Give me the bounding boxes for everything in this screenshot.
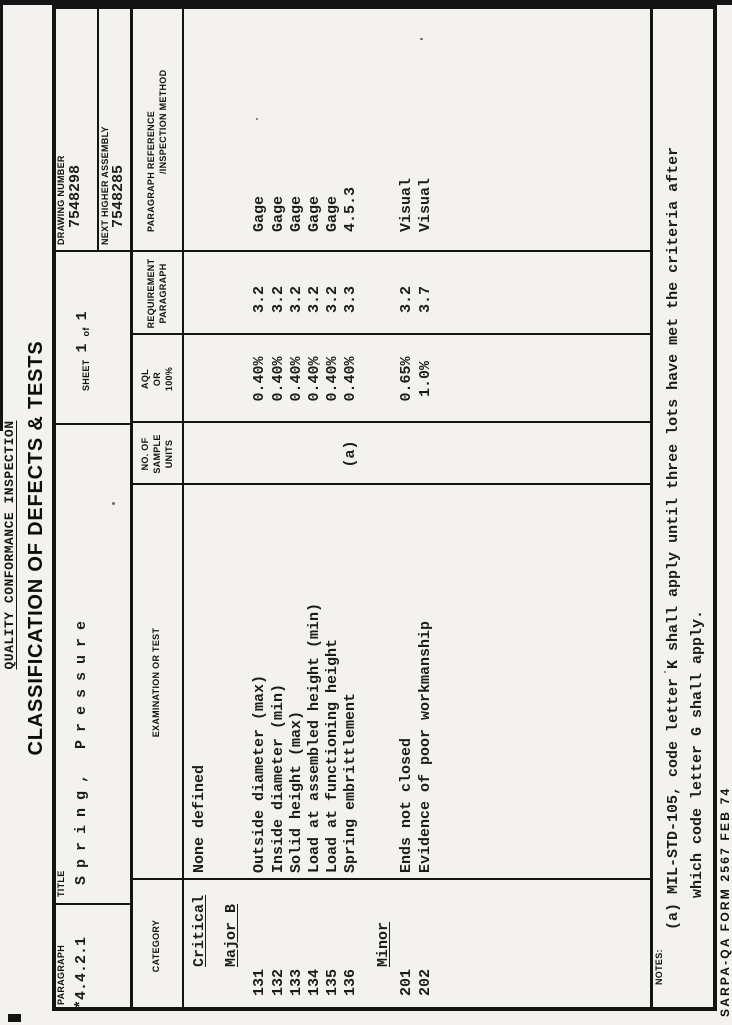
category-cell: 135: [324, 968, 341, 996]
requirement-cell: 3.2: [306, 285, 323, 313]
category-cell: 201: [398, 968, 415, 996]
reference-header-line2: /INSPECTION METHOD: [158, 69, 168, 174]
table-row: [398, 8, 418, 1025]
reference-cell: Gage: [251, 195, 268, 232]
table-row: [375, 8, 395, 1025]
category-cell: Critical: [191, 894, 208, 967]
divider-headerband-bottom: [182, 9, 184, 1011]
sample-header-line3: UNITS: [164, 439, 174, 469]
exam-cell: None defined: [191, 764, 208, 873]
scan-corner-mark: [8, 1014, 21, 1022]
column-header-aql: [139, 335, 175, 423]
table-row: [270, 8, 290, 1025]
sheet-of-label: of: [81, 327, 91, 337]
form-number-footer: SARPA-QA FORM 2567 FEB 74: [718, 786, 732, 1017]
requirement-header-line2: PARAGRAPH: [158, 263, 168, 324]
table-row: [251, 8, 271, 1025]
requirement-cell: 3.2: [288, 285, 305, 313]
requirement-cell: 3.2: [251, 285, 268, 313]
drawing-number-value: 7548298: [67, 164, 84, 228]
title-field-value: Spring, Pressure: [73, 612, 90, 885]
paragraph-field-value: *4.4.2.1: [73, 936, 90, 1009]
requirement-cell: 3.2: [270, 285, 287, 313]
requirement-cell: 3.2: [324, 285, 341, 313]
sheet-number-left: 1: [74, 343, 91, 353]
drawing-number-label: DRAWING NUMBER: [56, 155, 66, 245]
table-row: [191, 8, 211, 1025]
sheet-field: [74, 311, 91, 391]
reference-header-line1: PARAGRAPH REFERENCE: [146, 110, 156, 232]
sample-header-line1: NO. OF: [140, 437, 150, 471]
sheet-number-right: 1: [74, 311, 91, 321]
column-header-sample-units: [139, 423, 175, 485]
category-cell: 131: [251, 968, 268, 996]
table-row: [324, 8, 344, 1025]
exam-cell: Spring embrittlement: [342, 692, 359, 873]
reference-cell: Visual: [417, 177, 434, 232]
exam-cell: Ends not closed: [398, 737, 415, 873]
aql-cell: 0.40%: [306, 356, 323, 402]
exam-cell: Evidence of poor workmanship: [417, 620, 434, 873]
exam-cell: Load at assembled height (min): [306, 602, 323, 873]
notes-line2: which code letter G shall apply.: [689, 609, 706, 898]
notes-line1: (a) MIL-STD-105, code letter K shall apply until three lots have met the criteria after: [665, 146, 682, 930]
divider-notes-top: [650, 9, 653, 1011]
title-field-label: TITLE: [56, 870, 66, 897]
reference-cell: Gage: [324, 195, 341, 232]
category-cell: 133: [288, 968, 305, 996]
table-row: [306, 8, 326, 1025]
table-row: [342, 8, 362, 1025]
notes-label: NOTES:: [654, 949, 664, 985]
aql-cell: 0.40%: [324, 356, 341, 402]
aql-cell: 1.0%: [417, 361, 434, 398]
exam-cell: Outside diameter (max): [251, 674, 268, 873]
requirement-cell: 3.7: [417, 285, 434, 313]
category-cell: 136: [342, 968, 359, 996]
exam-cell: Solid height (max): [288, 710, 305, 873]
aql-header-line3: 100%: [164, 366, 174, 392]
column-header-category: CATEGORY: [151, 919, 161, 973]
aql-cell: 0.40%: [342, 356, 359, 402]
divider-fieldband-bottom: [130, 9, 133, 1011]
next-higher-assembly-value: 7548285: [110, 164, 127, 228]
category-cell: 132: [270, 968, 287, 996]
exam-cell: Load at functioning height: [324, 638, 341, 873]
requirement-cell: 3.2: [398, 285, 415, 313]
column-header-examination: EXAMINATION OR TEST: [151, 627, 161, 738]
sample-header-line2: SAMPLE: [152, 434, 162, 474]
sheet-field-label: SHEET: [81, 359, 91, 391]
aql-header-line1: AQL: [140, 369, 150, 389]
aql-cell: 0.40%: [288, 356, 305, 402]
table-row: [223, 8, 243, 1025]
page-title: QUALITY CONFORMANCE INSPECTION: [2, 420, 17, 670]
aql-cell: 0.40%: [251, 356, 268, 402]
category-cell: Major B: [223, 903, 240, 967]
exam-cell: Inside diameter (min): [270, 683, 287, 873]
column-header-paragraph-reference: [145, 70, 169, 232]
requirement-cell: 3.3: [342, 285, 359, 313]
reference-cell: Gage: [270, 195, 287, 232]
aql-cell: 0.40%: [270, 356, 287, 402]
scan-speck: [112, 502, 115, 505]
divider-drawing-nha: [97, 9, 99, 250]
page-subtitle: CLASSIFICATION OF DEFECTS & TESTS: [25, 340, 47, 756]
table-row: [417, 8, 437, 1025]
divider-paragraph-title: [52, 903, 130, 905]
table-border-bottom: [713, 5, 717, 1011]
aql-cell: 0.65%: [398, 356, 415, 402]
scan-edge-line-top: [0, 0, 3, 431]
category-cell: 134: [306, 968, 323, 996]
table-row: [288, 8, 308, 1025]
requirement-header-line1: REQUIREMENT: [146, 258, 156, 329]
divider-title-sheet: [52, 423, 132, 425]
reference-cell: 4.5.3: [342, 186, 359, 232]
reference-cell: Visual: [398, 177, 415, 232]
next-higher-assembly-label: NEXT HIGHER ASSEMBLY: [100, 126, 110, 245]
category-cell: 202: [417, 968, 434, 996]
paragraph-field-label: PARAGRAPH: [56, 944, 66, 1005]
reference-cell: Gage: [306, 195, 323, 232]
category-cell: Minor: [375, 921, 392, 967]
column-header-requirement: [145, 252, 169, 335]
sample-units-cell: (a): [342, 440, 359, 468]
aql-header-line2: OR: [152, 371, 162, 387]
reference-cell: Gage: [288, 195, 305, 232]
